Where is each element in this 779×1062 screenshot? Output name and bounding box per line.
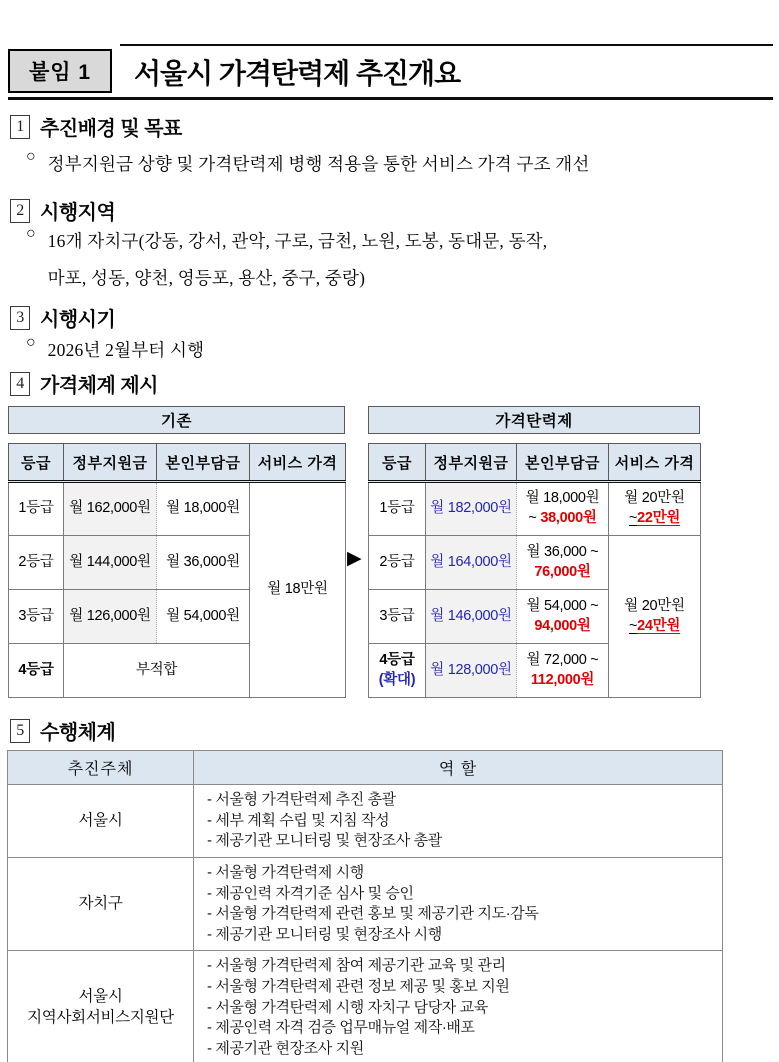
column-header-copay: 본인부담금 xyxy=(517,444,609,482)
organization-cell: 서울시 지역사회서비스지원단 xyxy=(8,951,194,1062)
grade-cell: 4등급 xyxy=(9,644,64,698)
column-header-subsidy: 정부지원금 xyxy=(64,444,157,482)
grade-cell: 3등급 xyxy=(369,590,426,644)
organization-cell: 서울시 xyxy=(8,785,194,858)
column-header-grade: 등급 xyxy=(9,444,64,482)
copay-cell: 월 18,000원 ~ 38,000원 xyxy=(517,482,609,536)
region-line-2: 마포, 성동, 양천, 영등포, 용산, 중구, 중랑) xyxy=(47,268,366,288)
document-header xyxy=(8,42,773,100)
attachment-badge: 붙임 1 xyxy=(8,49,112,93)
section-number-box: 3 xyxy=(10,306,30,330)
copay-cell: 월 18,000원 xyxy=(157,482,250,536)
circle-bullet-icon: ○ xyxy=(26,225,36,242)
flexible-price-table xyxy=(368,443,701,698)
table-row xyxy=(8,951,723,1062)
section-heading-pricing xyxy=(10,369,158,398)
section-number-box: 1 xyxy=(10,115,30,139)
section-heading-schedule xyxy=(10,303,115,332)
copay-cell: 월 72,000 ~ 112,000원 xyxy=(517,644,609,698)
page-title: 서울시 가격탄력제 추진개요 xyxy=(134,58,461,89)
subsidy-cell: 월 162,000원 xyxy=(64,482,157,536)
bullet-text xyxy=(48,223,548,297)
subsidy-cell: 월 146,000원 xyxy=(426,590,517,644)
bullet-text: 정부지원금 상향 및 가격탄력제 병행 적용을 통한 서비스 가격 구조 개선 xyxy=(47,154,590,174)
table-row xyxy=(8,785,723,858)
section-heading-background-goal xyxy=(10,112,182,141)
column-header-copay: 본인부담금 xyxy=(157,444,250,482)
column-header-subsidy: 정부지원금 xyxy=(426,444,517,482)
circle-bullet-icon: ○ xyxy=(26,334,36,351)
table-row xyxy=(369,536,701,590)
table-row xyxy=(369,482,701,536)
section-heading-execution xyxy=(10,716,115,745)
grade-cell: 2등급 xyxy=(369,536,426,590)
grade-cell: 3등급 xyxy=(9,590,64,644)
right-arrow-icon: ▶ xyxy=(347,547,362,569)
subsidy-cell: 월 144,000원 xyxy=(64,536,157,590)
bullet-schedule xyxy=(26,332,775,369)
flexible-price-table-block xyxy=(368,406,700,698)
price-tables-area xyxy=(8,406,773,702)
region-line-1: 16개 자치구(강동, 강서, 관악, 구로, 금천, 노원, 도봉, 동대문, 동작, xyxy=(47,231,548,251)
bullet-background-goal xyxy=(26,146,775,183)
existing-table-title: 기존 xyxy=(8,406,345,434)
section-heading-label: 시행시기 xyxy=(40,309,116,331)
role-cell: - 서울형 가격탄력제 추진 총괄 - 세부 계획 수립 및 지침 작성 - 제공기관 모니터링 및 현장조사 총괄 xyxy=(194,785,723,858)
copay-cell: 월 36,000 ~ 76,000원 xyxy=(517,536,609,590)
ineligible-cell: 부적합 xyxy=(64,644,250,698)
service-price-cell: 월 20만원 ~22만원 xyxy=(609,482,701,536)
subsidy-cell: 월 126,000원 xyxy=(64,590,157,644)
column-header-role: 역 할 xyxy=(194,751,723,785)
grade-cell: 4등급 (확대) xyxy=(369,644,426,698)
subsidy-cell: 월 164,000원 xyxy=(426,536,517,590)
section-heading-label: 가격체계 제시 xyxy=(40,375,158,397)
existing-price-table xyxy=(8,443,346,698)
section-number-box: 2 xyxy=(10,199,30,223)
section-heading-label: 시행지역 xyxy=(40,202,116,224)
section-heading-label: 수행체계 xyxy=(40,722,116,744)
service-price-cell: 월 20만원 ~24만원 xyxy=(609,536,701,698)
section-number-box: 4 xyxy=(10,372,30,396)
service-price-cell: 월 18만원 xyxy=(250,482,346,698)
header-top-rule xyxy=(120,44,773,46)
role-cell: - 서울형 가격탄력제 참여 제공기관 교육 및 관리 - 서울형 가격탄력제 관련 정보 제공 및 홍보 지원 - 서울형 가격탄력제 시행 자치구 담당자 교육 - 제공인력 자격 검증 업무매뉴얼 제작·배포 - 제공기관 현장조사 지원 xyxy=(194,951,723,1062)
bullet-region xyxy=(26,223,775,297)
grade-cell: 1등급 xyxy=(369,482,426,536)
flexible-table-title: 가격탄력제 xyxy=(368,406,700,434)
table-row xyxy=(8,858,723,951)
roles-table xyxy=(7,750,723,1062)
subsidy-cell: 월 128,000원 xyxy=(426,644,517,698)
grade-cell: 1등급 xyxy=(9,482,64,536)
header-bottom-rule xyxy=(8,97,773,100)
section-number-box: 5 xyxy=(10,719,30,743)
circle-bullet-icon: ○ xyxy=(26,148,36,165)
bullet-text: 2026년 2월부터 시행 xyxy=(47,340,205,360)
existing-price-table-block xyxy=(8,406,345,698)
copay-cell: 월 54,000 ~ 94,000원 xyxy=(517,590,609,644)
section-heading-label: 추진배경 및 목표 xyxy=(40,118,182,140)
column-header-grade: 등급 xyxy=(369,444,426,482)
table-row xyxy=(9,482,346,536)
column-header-organization: 추진주체 xyxy=(8,751,194,785)
role-cell: - 서울형 가격탄력제 시행 - 제공인력 자격기준 심사 및 승인 - 서울형 가격탄력제 관련 홍보 및 제공기관 지도·감독 - 제공기관 모니터링 및 현장조사 시행 xyxy=(194,858,723,951)
organization-cell: 자치구 xyxy=(8,858,194,951)
column-header-service-price: 서비스 가격 xyxy=(250,444,346,482)
grade-cell: 2등급 xyxy=(9,536,64,590)
copay-cell: 월 54,000원 xyxy=(157,590,250,644)
section-heading-region xyxy=(10,196,115,225)
copay-cell: 월 36,000원 xyxy=(157,536,250,590)
subsidy-cell: 월 182,000원 xyxy=(426,482,517,536)
column-header-service-price: 서비스 가격 xyxy=(609,444,701,482)
